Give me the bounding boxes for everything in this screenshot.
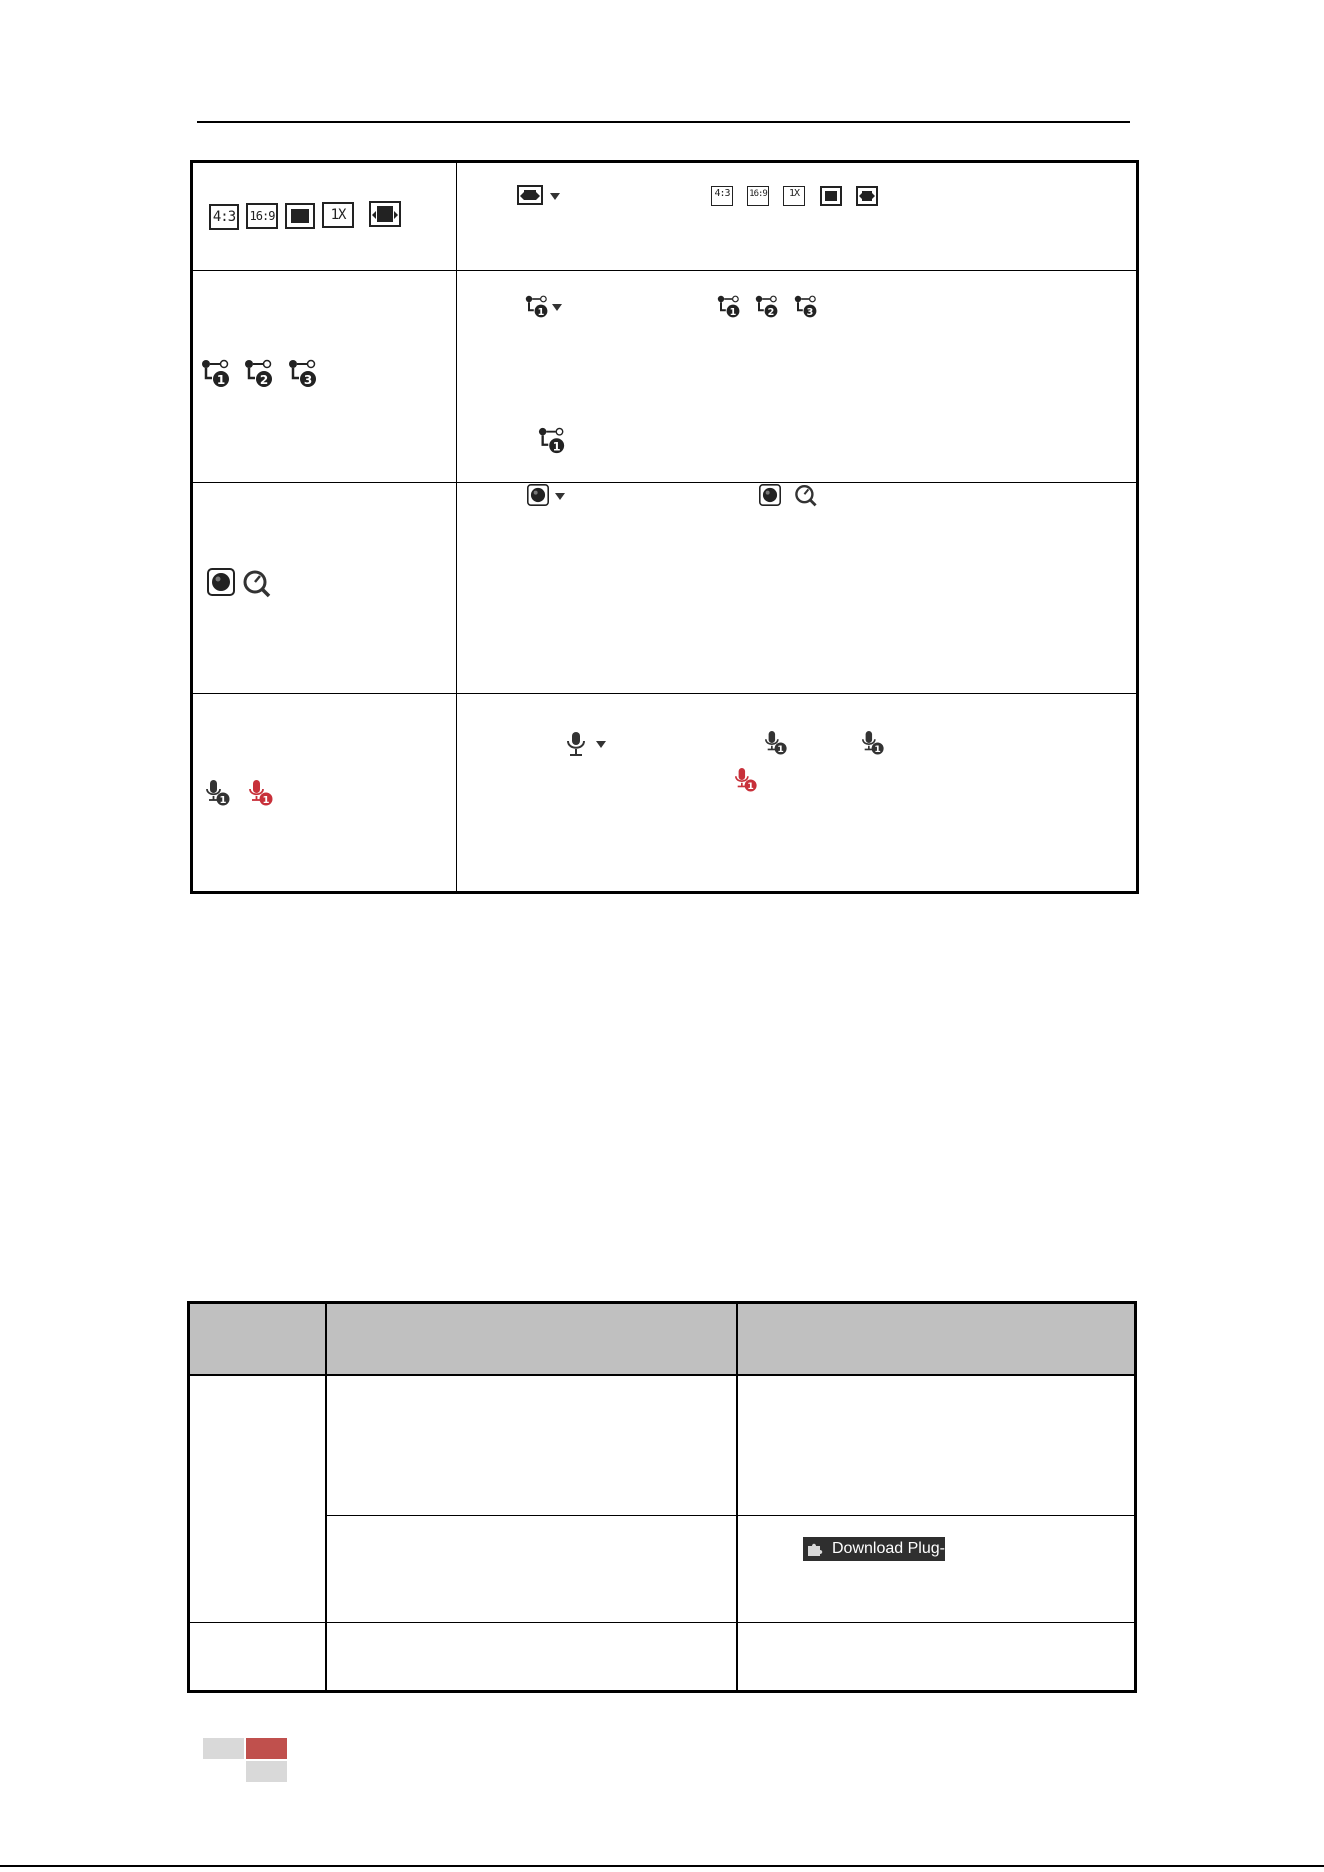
svg-text:1: 1 bbox=[216, 373, 226, 387]
audio-on-icon[interactable] bbox=[248, 779, 274, 807]
normal-live-view-icon[interactable] bbox=[527, 484, 549, 506]
auto-fill-icon[interactable] bbox=[369, 201, 401, 227]
svg-text:2: 2 bbox=[259, 373, 269, 387]
original-size-label: 1X bbox=[788, 188, 800, 199]
svg-text:1: 1 bbox=[552, 440, 561, 454]
low-latency-icon[interactable] bbox=[794, 483, 818, 507]
stream-1-icon[interactable] bbox=[525, 295, 549, 319]
svg-text:1: 1 bbox=[747, 781, 754, 793]
table-header-row bbox=[190, 1304, 1134, 1376]
normal-live-view-icon[interactable] bbox=[759, 484, 781, 506]
chevron-down-icon[interactable] bbox=[552, 304, 562, 311]
aspect-16-9-icon[interactable] bbox=[747, 186, 769, 206]
chevron-down-icon[interactable] bbox=[596, 741, 606, 748]
svg-text:3: 3 bbox=[806, 307, 814, 318]
aspect-4-3-label: 4:3 bbox=[714, 188, 730, 199]
normal-live-view-icon[interactable] bbox=[207, 568, 235, 596]
footer-decoration-accent bbox=[246, 1738, 287, 1759]
aspect-4-3-label: 4:3 bbox=[212, 209, 236, 225]
audio-off-icon[interactable] bbox=[861, 730, 885, 756]
download-plugin-label: Download Plug-in bbox=[832, 1540, 958, 1557]
stream-1-icon[interactable] bbox=[717, 295, 741, 319]
troubleshooting-table bbox=[187, 1301, 1137, 1693]
stream-2-icon[interactable] bbox=[244, 359, 274, 389]
svg-text:1: 1 bbox=[219, 795, 227, 806]
microphone-icon[interactable] bbox=[566, 731, 586, 757]
original-size-label: 1X bbox=[330, 207, 346, 223]
low-latency-icon[interactable] bbox=[242, 568, 272, 598]
icon-description-table bbox=[190, 160, 1139, 894]
svg-text:3: 3 bbox=[303, 373, 313, 387]
stream-3-icon[interactable] bbox=[794, 295, 818, 319]
footer-decoration bbox=[203, 1738, 244, 1759]
puzzle-icon bbox=[807, 1541, 825, 1565]
aspect-4-3-icon[interactable] bbox=[209, 204, 239, 230]
auto-fill-icon[interactable] bbox=[856, 186, 878, 206]
download-plugin-button[interactable] bbox=[803, 1537, 958, 1561]
svg-text:1: 1 bbox=[874, 744, 881, 756]
svg-text:1: 1 bbox=[777, 744, 784, 756]
original-size-icon[interactable] bbox=[783, 186, 805, 206]
audio-off-icon[interactable] bbox=[764, 730, 788, 756]
audio-off-icon[interactable] bbox=[205, 779, 231, 807]
chevron-down-icon[interactable] bbox=[555, 493, 565, 500]
svg-text:1: 1 bbox=[729, 307, 737, 318]
aspect-16-9-label: 16:9 bbox=[749, 189, 767, 199]
footer-rule bbox=[0, 1865, 1324, 1867]
svg-text:1: 1 bbox=[262, 795, 270, 806]
header-rule bbox=[197, 121, 1130, 123]
window-fill-icon[interactable] bbox=[285, 203, 315, 229]
stream-1-icon[interactable] bbox=[201, 359, 231, 389]
chevron-down-icon[interactable] bbox=[550, 193, 560, 200]
aspect-16-9-label: 16:9 bbox=[249, 209, 275, 223]
auto-fill-icon[interactable] bbox=[517, 185, 543, 205]
svg-text:2: 2 bbox=[767, 307, 775, 318]
footer-decoration bbox=[246, 1761, 287, 1782]
aspect-16-9-icon[interactable] bbox=[246, 203, 278, 229]
svg-text:1: 1 bbox=[537, 307, 545, 318]
audio-on-icon[interactable] bbox=[734, 767, 758, 793]
original-size-icon[interactable] bbox=[322, 202, 354, 228]
stream-1-icon[interactable] bbox=[538, 427, 566, 455]
stream-3-icon[interactable] bbox=[288, 359, 318, 389]
stream-2-icon[interactable] bbox=[755, 295, 779, 319]
window-fill-icon[interactable] bbox=[820, 186, 842, 206]
aspect-4-3-icon[interactable] bbox=[711, 186, 733, 206]
